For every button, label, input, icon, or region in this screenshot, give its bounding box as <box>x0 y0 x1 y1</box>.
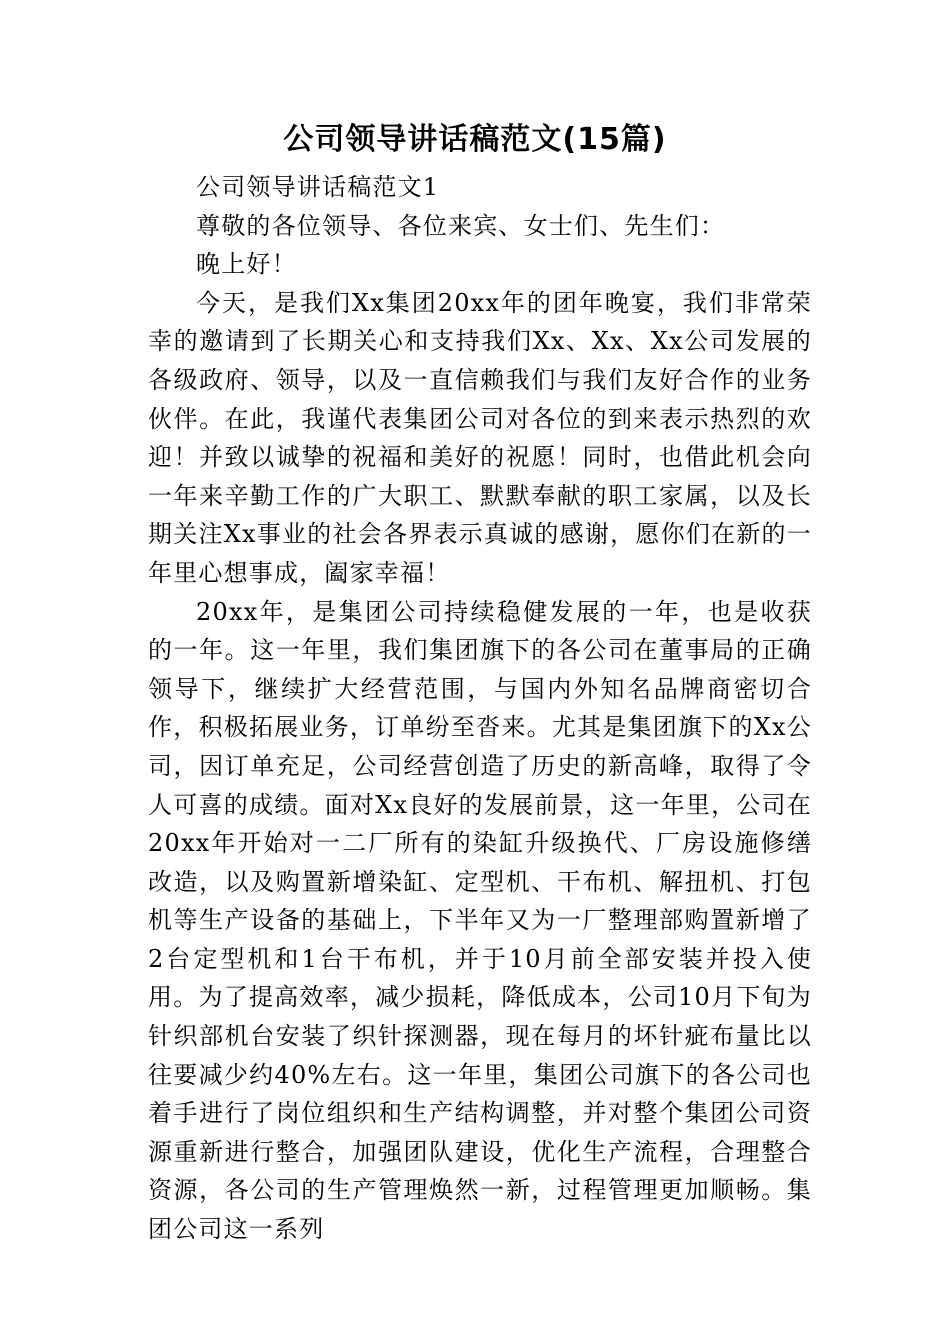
body-paragraph: 20xx年，是集团公司持续稳健发展的一年，也是收获的一年。这一年里，我们集团旗下的各公司在董事局的正确领导下，继续扩大经营范围，与国内外知名品牌商密切合作，积极拓展业务，订单纷至沓来。尤其是集团旗下的Xx公司，因订单充足，公司经营创造了历史的新高峰，取得了令人可喜的成绩。面对Xx良好的发展前景，这一年里，公司在20xx年开始对一二厂所有的染缸升级换代、厂房设施修缮改造，以及购置新增染缸、定型机、干布机、解扭机、打包机等生产设备的基础上，下半年又为一厂整理部购置新增了2台定型机和1台干布机，并于10月前全部安装并投入使用。为了提高效率，减少损耗，降低成本，公司10月下旬为针织部机台安装了织针探测器，现在每月的坏针疵布量比以往要减少约40%左右。这一年里，集团公司旗下的各公司也着手进行了岗位组织和生产结构调整，并对整个集团公司资源重新进行整合，加强团队建设，优化生产流程，合理整合资源，各公司的生产管理焕然一新，过程管理更加顺畅。集团公司这一系列 <box>148 597 812 1244</box>
salutation: 尊敬的各位领导、各位来宾、女士们、先生们： <box>196 211 726 240</box>
body-paragraph: 今天，是我们Xx集团20xx年的团年晚宴，我们非常荣幸的邀请到了长期关心和支持我们Xx、Xx、Xx公司发展的各级政府、领导，以及一直信赖我们与我们友好合作的业务伙伴。在此，我谨代表集团公司对各位的到来表示热烈的欢迎！并致以诚挚的祝福和美好的祝愿！同时，也借此机会向一年来辛勤工作的广大职工、默默奉献的职工家属，以及长期关注Xx事业的社会各界表示真诚的感谢，愿你们在新的一年里心想事成，阖家幸福！ <box>148 288 812 587</box>
greeting: 晚上好！ <box>196 250 297 279</box>
document-body <box>148 168 812 1249</box>
document-title: 公司领导讲话稿范文(15篇) <box>283 122 667 157</box>
section-heading: 公司领导讲话稿范文1 <box>196 173 440 201</box>
